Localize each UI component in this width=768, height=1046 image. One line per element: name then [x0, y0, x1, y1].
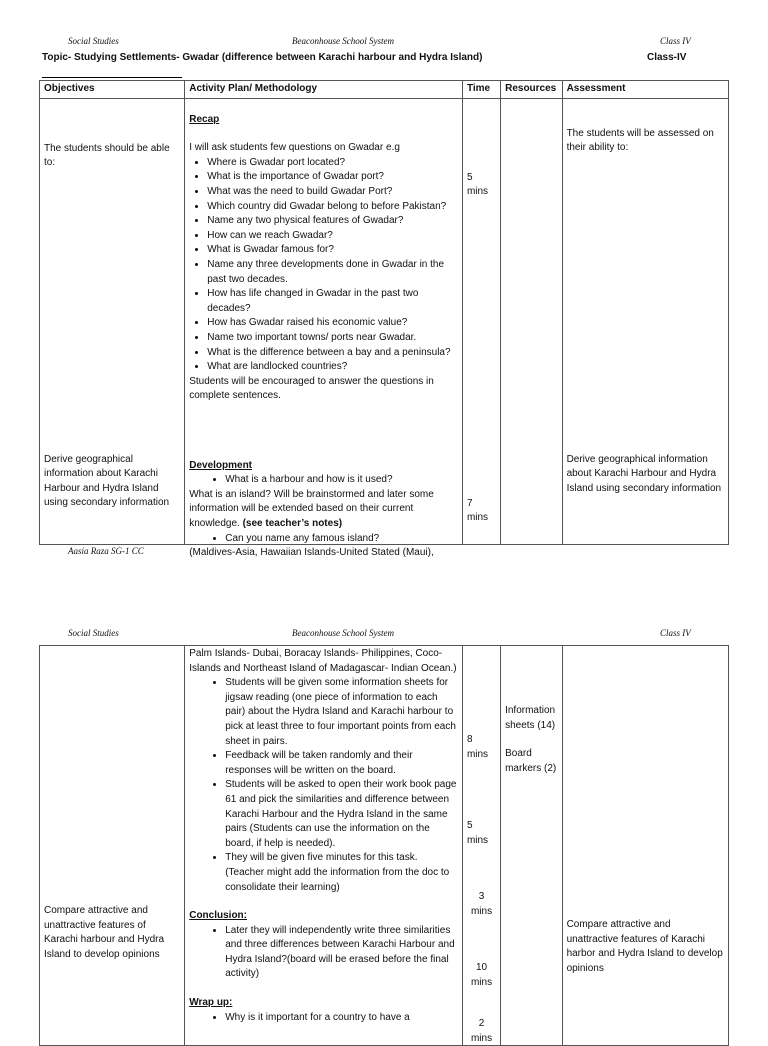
objective-intro: The students should be able to:: [44, 142, 170, 169]
teacher-notes-reference: (see teacher’s notes): [242, 517, 343, 529]
list-item: • What is the importance of Gwadar port?: [207, 170, 458, 185]
assessment-cell-2: [562, 646, 728, 1046]
time-cell-2: [462, 646, 500, 1046]
development-text: What is an island? Will be brainstormed and later some information will be extended based on their current knowledge. (see teacher’s notes): [189, 488, 434, 529]
assessment-cell: [562, 98, 728, 544]
page-footer: Aasia Raza SG-1 CC: [68, 546, 144, 556]
assessment-intro: The students will be assessed on their ability to:: [566, 127, 714, 154]
development-heading: Development: [189, 459, 253, 471]
list-item: • What is a harbour and how is it used?: [225, 473, 458, 488]
assessment-derive: Derive geographical information about Karachi Harbour and Hydra Island using secondary information: [566, 453, 722, 494]
list-item: • Name any two physical features of Gwadar?: [207, 214, 458, 229]
activity-bullet-list: [189, 676, 458, 895]
list-item: • What is Gwadar famous for?: [207, 243, 458, 258]
column-header-time: Time: [462, 81, 500, 99]
recap-question-list: [189, 156, 458, 375]
lesson-plan-table-page-2: [39, 645, 729, 1046]
wrapup-list: [189, 1011, 458, 1026]
column-header-assessment: Assessment: [562, 81, 728, 99]
list-item: • Students will be given some information sheets for jigsaw reading (one piece of information to each pair) about the Hydra Island and Karachi harbour to pick at least three to four important points from each sheet in pairs.: [225, 676, 458, 749]
recap-intro: I will ask students few questions on Gwadar e.g: [189, 142, 400, 154]
list-item: • How has life changed in Gwadar in the past two decades?: [207, 287, 458, 316]
page-2-header-class: Class IV: [660, 628, 691, 638]
objectives-cell: [40, 98, 185, 544]
list-item: • What was the need to build Gwadar Port?: [207, 185, 458, 200]
conclusion-heading: Conclusion:: [189, 910, 247, 922]
list-item: • Name any three developments done in Gwadar in the past two decades.: [207, 258, 458, 287]
time-workbook: 5 mins: [466, 820, 489, 846]
list-item: • Later they will independently write three similarities and three differences between Karachi Harbour and Hydra Island?(board will be erased before the final activity): [225, 924, 458, 982]
resource-board-markers: Board markers (2): [505, 748, 557, 774]
wrapup-heading: Wrap up:: [189, 997, 233, 1009]
island-examples: (Maldives-Asia, Hawaiian Islands-United Stated (Maui),: [189, 547, 434, 559]
time-wrapup: 2 mins: [470, 1018, 493, 1044]
divider-line: [42, 77, 182, 78]
list-item: • They will be given five minutes for this task. (Teacher might add the information from the doc to consolidate their learning): [225, 851, 458, 895]
time-conclusion: 10 mins: [470, 962, 493, 988]
column-header-objectives: Objectives: [40, 81, 185, 99]
list-item: • How has Gwadar raised his economic value?: [207, 316, 458, 331]
list-item: • What are landlocked countries?: [207, 360, 458, 375]
objective-derive: Derive geographical information about Karachi Harbour and Hydra Island using secondary information: [44, 453, 170, 509]
time-task: 3 mins: [470, 891, 493, 917]
conclusion-list: [189, 924, 458, 982]
list-item: • Which country did Gwadar belong to before Pakistan?: [207, 200, 458, 215]
page-2-header-school: Beaconhouse School System: [292, 628, 394, 638]
objective-compare: Compare attractive and unattractive features of Karachi harbour and Hydra Island to develop opinions: [44, 905, 165, 960]
list-item: • How can we reach Gwadar?: [207, 229, 458, 244]
resources-cell-2: [501, 646, 562, 1046]
recap-outro: Students will be encouraged to answer the questions in complete sentences.: [189, 375, 434, 402]
topic-title: Topic- Studying Settlements- Gwadar (difference between Karachi harbour and Hydra Island): [42, 52, 483, 63]
assessment-compare: Compare attractive and unattractive features of Karachi harbor and Hydra Island to develop opinions: [566, 919, 723, 974]
class-label: Class-IV: [647, 52, 687, 63]
list-item: • Feedback will be taken randomly and their responses will be written on the board.: [225, 749, 458, 778]
list-item: • Where is Gwadar port located?: [207, 156, 458, 171]
page-header-school: Beaconhouse School System: [292, 36, 394, 46]
development-list-2: [189, 532, 458, 547]
list-item: • What is the difference between a bay and a peninsula?: [207, 346, 458, 361]
time-development: 7 mins: [466, 497, 489, 524]
development-list: [189, 473, 458, 488]
list-item: • Can you name any famous island?: [225, 532, 458, 547]
list-item: • Name two important towns/ ports near Gwadar.: [207, 331, 458, 346]
time-cell: [462, 98, 500, 544]
column-header-activity: Activity Plan/ Methodology: [185, 81, 463, 99]
list-item: • Students will be asked to open their work book page 61 and pick the similarities and difference between Karachi Harbour and the Hydra Island in the same pairs (Students can use the information on the board, if help is needed).: [225, 778, 458, 851]
resources-cell: [501, 98, 562, 544]
page-header-subject: Social Studies: [68, 36, 119, 46]
resource-information-sheets: Information sheets (14): [505, 705, 556, 731]
time-recap: 5 mins: [466, 171, 489, 198]
column-header-resources: Resources: [501, 81, 562, 99]
list-item: • Why is it important for a country to have a: [225, 1011, 458, 1026]
recap-heading: Recap: [189, 113, 220, 125]
time-jigsaw: 8 mins: [466, 734, 489, 760]
continued-island-examples: Palm Islands- Dubai, Boracay Islands- Philippines, Coco-Islands and Northeast Island of Madagascar- Indian Ocean.): [189, 648, 457, 674]
objectives-cell-2: [40, 646, 185, 1046]
page-header-class: Class IV: [660, 36, 691, 46]
activity-cell: [185, 98, 463, 559]
activity-cell-2: [185, 646, 463, 1046]
page-2-header-subject: Social Studies: [68, 628, 119, 638]
